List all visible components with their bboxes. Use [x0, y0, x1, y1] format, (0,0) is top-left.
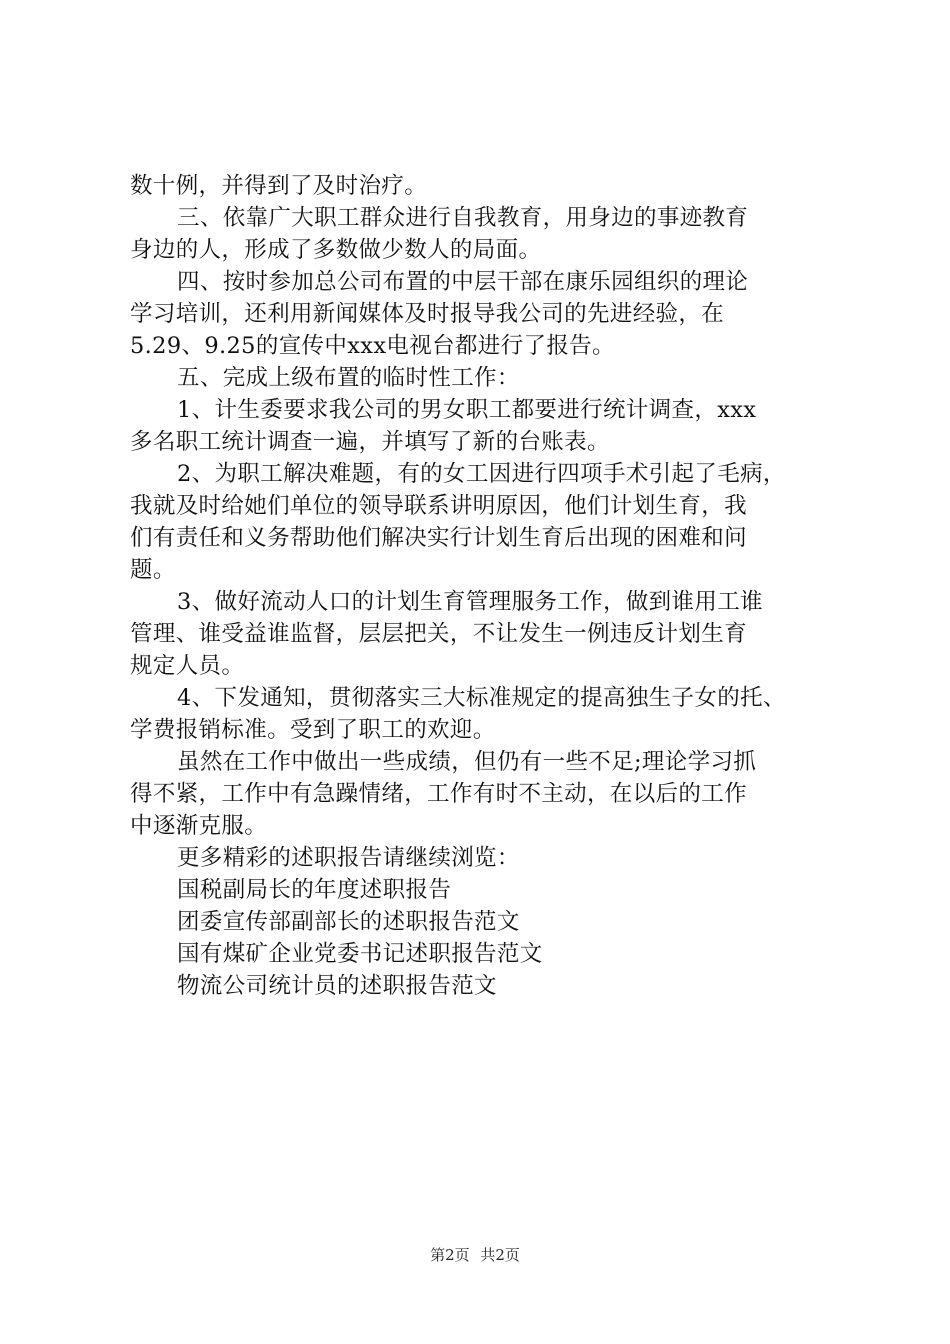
text-line: 学费报销标准。受到了职工的欢迎。: [130, 717, 496, 743]
text-line: 得不紧，工作中有急躁情绪，工作有时不主动，在以后的工作: [130, 781, 747, 807]
text-line: 三、依靠广大职工群众进行自我教育，用身边的事迹教育: [177, 205, 749, 231]
page-number: 第2页: [430, 1246, 470, 1264]
related-link[interactable]: 国有煤矿企业党委书记述职报告范文: [177, 941, 543, 967]
text-line: 3、做好流动人口的计划生育管理服务工作，做到谁用工谁: [177, 589, 763, 615]
text-line: 我就及时给她们单位的领导联系讲明原因，他们计划生育，我: [130, 493, 747, 519]
text-line: 题。: [130, 557, 176, 583]
page-total: 共2页: [480, 1246, 520, 1264]
text-line: 数十例，并得到了及时治疗。: [130, 173, 428, 199]
text-line: 中逐渐克服。: [130, 813, 268, 839]
document-body: [130, 170, 845, 1002]
text-line: 多名职工统计调查一遍，并填写了新的台账表。: [130, 429, 610, 455]
text-line: 4、下发通知，贯彻落实三大标准规定的提高独生子女的托、: [177, 685, 786, 711]
text-line: 规定人员。: [130, 653, 245, 679]
related-link[interactable]: 团委宣传部副部长的述职报告范文: [177, 909, 520, 935]
text-line: 四、按时参加总公司布置的中层干部在康乐园组织的理论: [177, 269, 749, 295]
page-footer: [0, 1244, 950, 1265]
text-line: 五、完成上级布置的临时性工作：: [177, 365, 520, 391]
text-line: 们有责任和义务帮助他们解决实行计划生育后出现的困难和问: [130, 525, 747, 551]
text-line: 1、计生委要求我公司的男女职工都要进行统计调查，xxx: [177, 397, 757, 423]
text-line: 管理、谁受益谁监督，层层把关，不让发生一例违反计划生育: [130, 621, 747, 647]
text-line: 身边的人，形成了多数做少数人的局面。: [130, 237, 542, 263]
text-line: 虽然在工作中做出一些成绩，但仍有一些不足;理论学习抓: [177, 749, 757, 775]
text-line: 2、为职工解决难题，有的女工因进行四项手术引起了毛病，: [177, 461, 786, 487]
text-line: 5.29、9.25的宣传中xxx电视台都进行了报告。: [130, 333, 615, 359]
text-line: 更多精彩的述职报告请继续浏览：: [177, 845, 520, 871]
text-line: 学习培训，还利用新闻媒体及时报导我公司的先进经验，在: [130, 301, 725, 327]
related-link[interactable]: 国税副局长的年度述职报告: [177, 877, 452, 903]
related-link[interactable]: 物流公司统计员的述职报告范文: [177, 973, 497, 999]
